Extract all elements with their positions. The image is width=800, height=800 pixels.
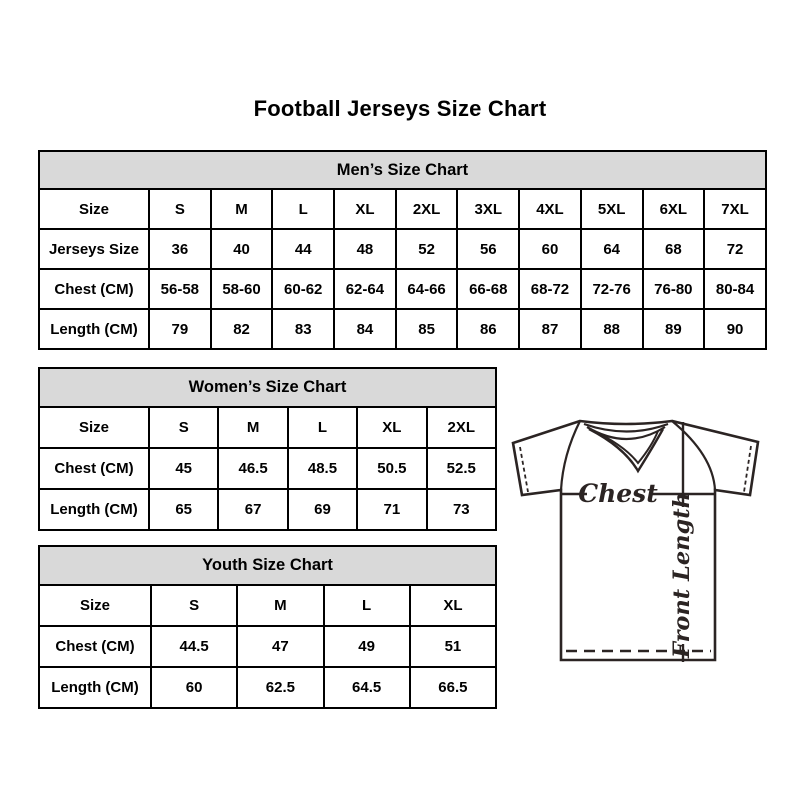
column-header-cell: M bbox=[211, 189, 273, 229]
value-cell: 66.5 bbox=[410, 667, 496, 708]
page-title: Football Jerseys Size Chart bbox=[253, 96, 547, 121]
value-cell: 56 bbox=[457, 229, 519, 269]
value-cell: 52 bbox=[396, 229, 458, 269]
youth-table-title: Youth Size Chart bbox=[39, 546, 496, 585]
value-cell: 90 bbox=[704, 309, 766, 349]
value-cell: 49 bbox=[324, 626, 410, 667]
mens-header-row bbox=[39, 151, 766, 189]
value-cell: 79 bbox=[149, 309, 211, 349]
value-cell: 60 bbox=[151, 667, 237, 708]
column-header-cell: 3XL bbox=[457, 189, 519, 229]
mens-table-title: Men’s Size Chart bbox=[39, 151, 766, 189]
row-label-cell: Jerseys Size bbox=[39, 229, 149, 269]
value-cell: 45 bbox=[149, 448, 218, 489]
column-header-cell: M bbox=[237, 585, 323, 626]
column-header-cell: 2XL bbox=[427, 407, 496, 448]
value-cell: 80-84 bbox=[704, 269, 766, 309]
left-sleeve-seam bbox=[561, 421, 580, 490]
column-header-cell: 5XL bbox=[581, 189, 643, 229]
column-header-cell: XL bbox=[357, 407, 426, 448]
value-cell: 86 bbox=[457, 309, 519, 349]
value-cell: 60 bbox=[519, 229, 581, 269]
value-cell: 76-80 bbox=[643, 269, 705, 309]
value-cell: 87 bbox=[519, 309, 581, 349]
youth-size-table bbox=[38, 545, 497, 709]
value-cell: 64 bbox=[581, 229, 643, 269]
womens-table-row bbox=[39, 407, 496, 448]
value-cell: 64.5 bbox=[324, 667, 410, 708]
value-cell: 65 bbox=[149, 489, 218, 530]
column-header-cell: L bbox=[324, 585, 410, 626]
youth-header-row bbox=[39, 546, 496, 585]
row-label-cell: Size bbox=[39, 407, 149, 448]
value-cell: 68-72 bbox=[519, 269, 581, 309]
value-cell: 85 bbox=[396, 309, 458, 349]
value-cell: 72 bbox=[704, 229, 766, 269]
row-label-cell: Chest (CM) bbox=[39, 448, 149, 489]
value-cell: 48 bbox=[334, 229, 396, 269]
row-label-cell: Chest (CM) bbox=[39, 626, 151, 667]
column-header-cell: 6XL bbox=[643, 189, 705, 229]
value-cell: 36 bbox=[149, 229, 211, 269]
value-cell: 69 bbox=[288, 489, 357, 530]
womens-size-table bbox=[38, 367, 497, 531]
womens-table-title: Women’s Size Chart bbox=[39, 368, 496, 407]
value-cell: 40 bbox=[211, 229, 273, 269]
value-cell: 67 bbox=[218, 489, 287, 530]
jersey-outline bbox=[513, 421, 758, 660]
value-cell: 56-58 bbox=[149, 269, 211, 309]
row-label-cell: Chest (CM) bbox=[39, 269, 149, 309]
value-cell: 89 bbox=[643, 309, 705, 349]
column-header-cell: 2XL bbox=[396, 189, 458, 229]
column-header-cell: 7XL bbox=[704, 189, 766, 229]
column-header-cell: L bbox=[288, 407, 357, 448]
row-label-cell: Size bbox=[39, 585, 151, 626]
womens-table-row bbox=[39, 489, 496, 530]
mens-table-row bbox=[39, 309, 766, 349]
column-header-cell: M bbox=[218, 407, 287, 448]
row-label-cell: Size bbox=[39, 189, 149, 229]
value-cell: 58-60 bbox=[211, 269, 273, 309]
value-cell: 44 bbox=[272, 229, 334, 269]
value-cell: 83 bbox=[272, 309, 334, 349]
value-cell: 47 bbox=[237, 626, 323, 667]
youth-table-row bbox=[39, 585, 496, 626]
value-cell: 52.5 bbox=[427, 448, 496, 489]
value-cell: 50.5 bbox=[357, 448, 426, 489]
value-cell: 88 bbox=[581, 309, 643, 349]
mens-size-table bbox=[38, 150, 767, 350]
mens-table-row bbox=[39, 189, 766, 229]
value-cell: 62.5 bbox=[237, 667, 323, 708]
youth-table-row bbox=[39, 667, 496, 708]
value-cell: 46.5 bbox=[218, 448, 287, 489]
womens-header-row bbox=[39, 368, 496, 407]
mens-table-row bbox=[39, 229, 766, 269]
youth-table-row bbox=[39, 626, 496, 667]
womens-table-row bbox=[39, 448, 496, 489]
value-cell: 44.5 bbox=[151, 626, 237, 667]
mens-table-row bbox=[39, 269, 766, 309]
value-cell: 82 bbox=[211, 309, 273, 349]
value-cell: 66-68 bbox=[457, 269, 519, 309]
column-header-cell: S bbox=[149, 407, 218, 448]
value-cell: 64-66 bbox=[396, 269, 458, 309]
value-cell: 84 bbox=[334, 309, 396, 349]
column-header-cell: XL bbox=[410, 585, 496, 626]
row-label-cell: Length (CM) bbox=[39, 489, 149, 530]
jersey-measurement-diagram bbox=[500, 403, 772, 675]
column-header-cell: S bbox=[149, 189, 211, 229]
right-cuff-stitch bbox=[744, 446, 751, 492]
row-label-cell: Length (CM) bbox=[39, 309, 149, 349]
value-cell: 51 bbox=[410, 626, 496, 667]
chest-label: Chest bbox=[578, 479, 658, 508]
row-label-cell: Length (CM) bbox=[39, 667, 151, 708]
value-cell: 71 bbox=[357, 489, 426, 530]
column-header-cell: XL bbox=[334, 189, 396, 229]
column-header-cell: S bbox=[151, 585, 237, 626]
value-cell: 60-62 bbox=[272, 269, 334, 309]
column-header-cell: L bbox=[272, 189, 334, 229]
value-cell: 72-76 bbox=[581, 269, 643, 309]
column-header-cell: 4XL bbox=[519, 189, 581, 229]
value-cell: 73 bbox=[427, 489, 496, 530]
right-sleeve-seam bbox=[672, 421, 715, 490]
value-cell: 68 bbox=[643, 229, 705, 269]
front-length-label: Front Length bbox=[669, 491, 695, 659]
value-cell: 62-64 bbox=[334, 269, 396, 309]
value-cell: 48.5 bbox=[288, 448, 357, 489]
